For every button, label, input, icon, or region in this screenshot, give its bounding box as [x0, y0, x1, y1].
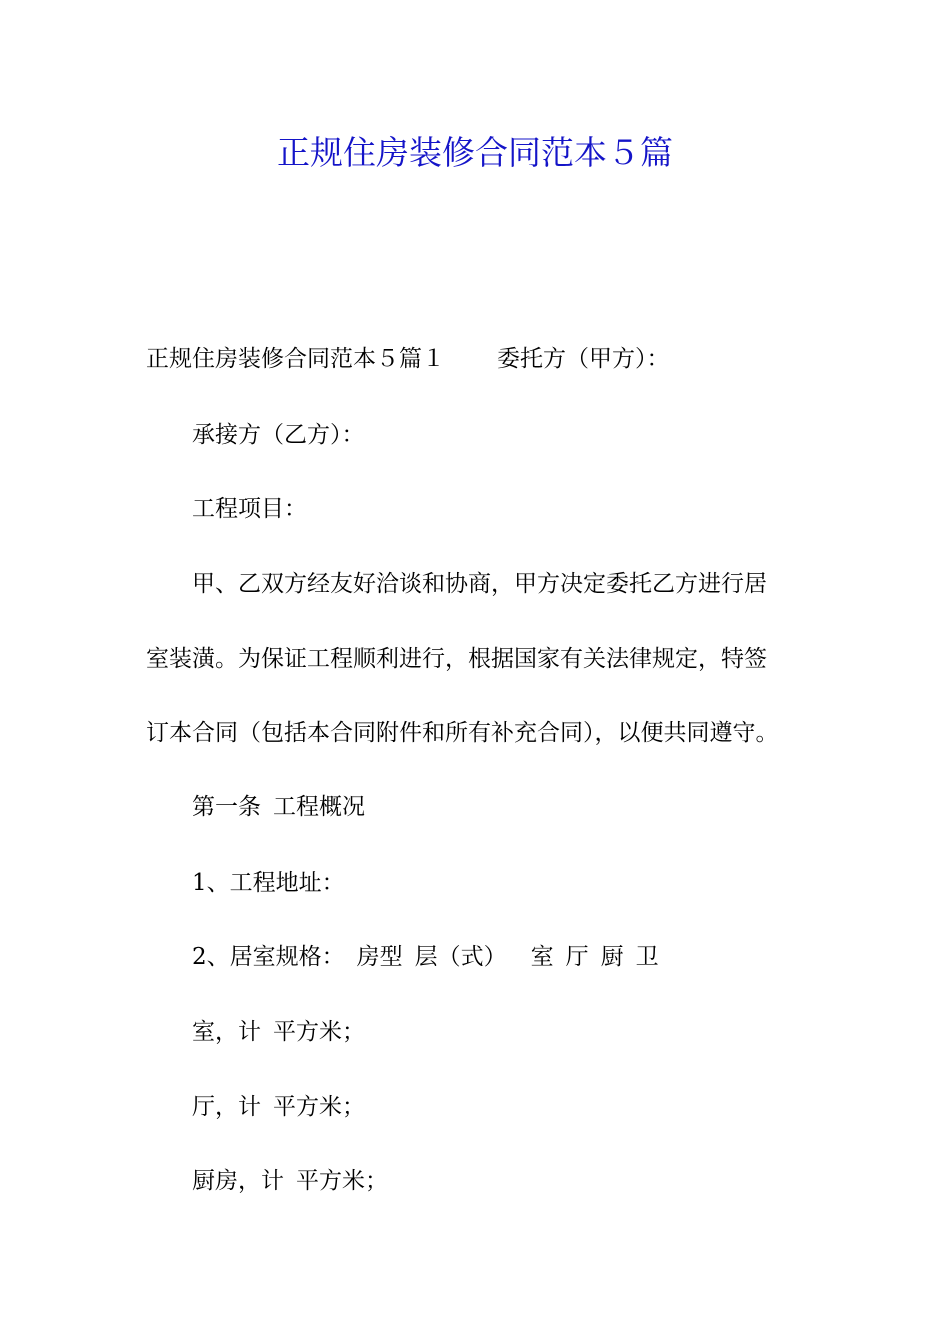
item-2-bathroom: 卫: [635, 944, 659, 970]
article-1-heading: [192, 792, 365, 822]
room-area-unit: 平方米；: [273, 1019, 365, 1045]
item-2-hall: 厅: [565, 944, 589, 970]
item-2-house-type: 房型: [356, 944, 403, 970]
item-2-floor: 层（式）: [414, 944, 507, 970]
item-2-room: 室: [530, 944, 554, 970]
hall-area-label: 厅，计: [192, 1094, 261, 1120]
intro-paragraph-line-3: 订本合同（包括本合同附件和所有补充合同），以便共同遵守。: [146, 720, 779, 746]
intro-paragraph-line-1: 甲、乙双方经友好洽谈和协商，甲方决定委托乙方进行居: [192, 571, 767, 597]
article-1-title: 工程概况: [273, 794, 365, 820]
heading-line: [146, 344, 670, 374]
kitchen-area-label: 厨房，计: [192, 1168, 284, 1194]
room-area-line: [192, 1017, 365, 1047]
room-area-label: 室，计: [192, 1019, 261, 1045]
intro-paragraph-line-2: 室装潢。为保证工程顺利进行，根据国家有关法律规定，特签: [146, 646, 767, 672]
contractor-label: 承接方（乙方）：: [192, 422, 365, 448]
item-2-label: 2、居室规格：: [192, 944, 345, 970]
hall-area-line: [192, 1092, 365, 1122]
client-label: 委托方（甲方）：: [497, 346, 670, 372]
kitchen-area-unit: 平方米；: [296, 1168, 388, 1194]
document-title: 正规住房装修合同范本５篇: [277, 133, 673, 172]
kitchen-area-line: [192, 1166, 388, 1196]
item-2-room-spec: [192, 942, 659, 972]
hall-area-unit: 平方米；: [273, 1094, 365, 1120]
project-label: 工程项目：: [192, 496, 307, 522]
item-2-kitchen: 厨: [600, 944, 624, 970]
article-1-number: 第一条: [192, 794, 261, 820]
document-heading: 正规住房装修合同范本５篇１: [146, 346, 445, 372]
item-1-address: 1、工程地址：: [192, 870, 345, 896]
